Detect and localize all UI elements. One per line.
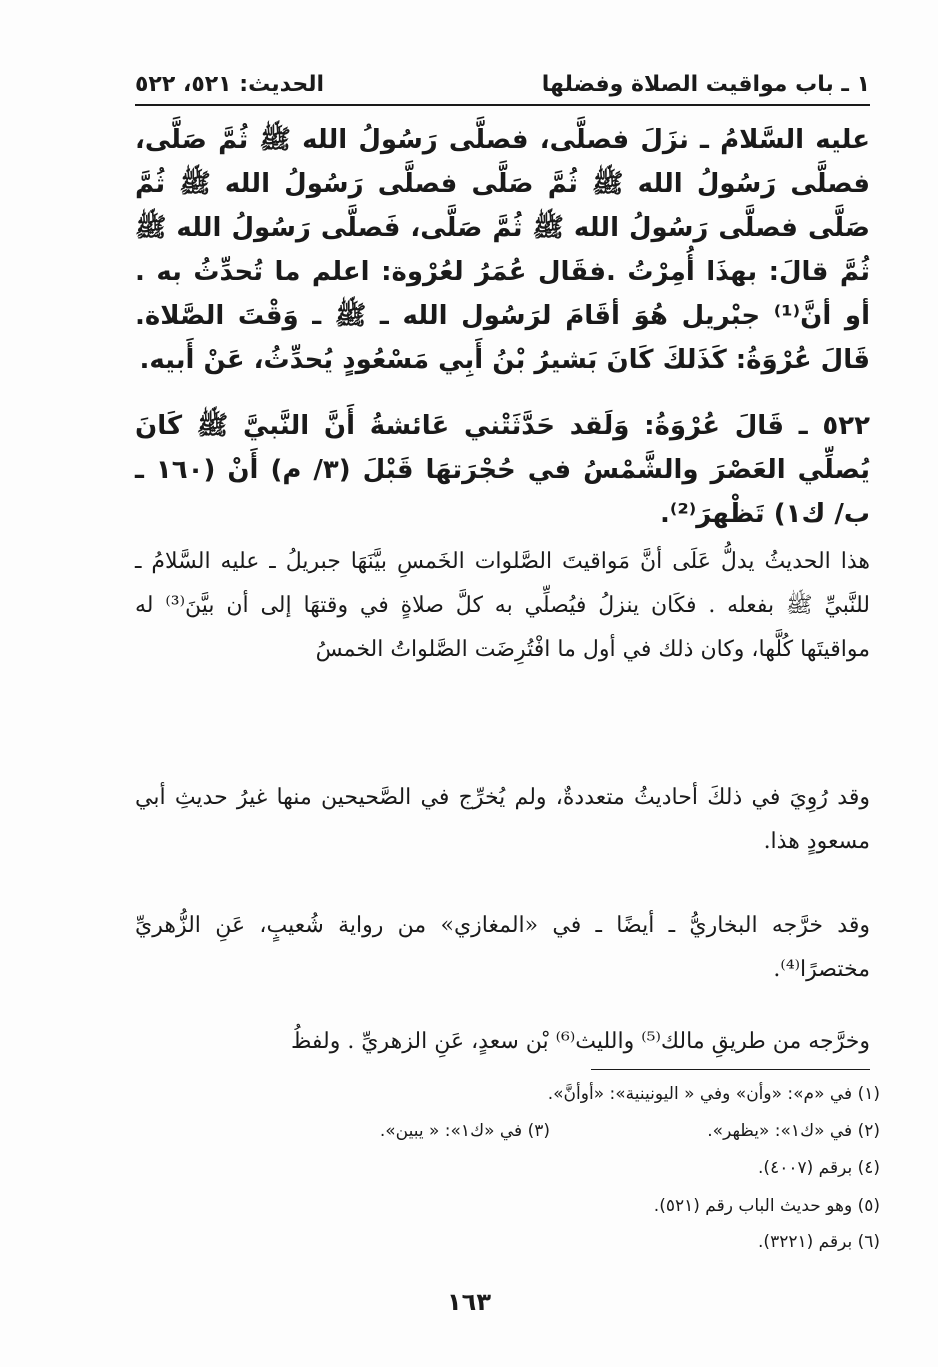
- chapter-title: ١ ـ باب مواقيت الصلاة وفضلها: [541, 72, 870, 97]
- footnote-2: (٢) في «ك١»: «يظهر».: [707, 1121, 880, 1141]
- commentary-paragraph: وقد رُوِيَ في ذلكَ أحاديثُ متعددةٌ، ولم يُخرِّج في الصَّحيحين منها غيرُ حديثِ أبي مسعودٍ هذا.: [135, 785, 870, 854]
- running-header: [135, 72, 870, 102]
- page-number: ١٦٣: [447, 1288, 491, 1316]
- footnote-separator: [591, 1069, 870, 1070]
- footnote-6: (٦) برقم (٣٢٢١).: [758, 1232, 880, 1252]
- commentary-paragraph: هذا الحديثُ يدلُّ عَلَى أنَّ مَواقيتَ الصَّلوات الخَمسِ بيَّنَهَا جبريلُ ـ عليه السَّلامُ ـ للنَّبيِّ ﷺ بفعله . فكَان ينزلُ فيُصلِّي به كلَّ صلاةٍ في وقتهَا إلى أن بيَّنَ⁽³⁾ له مواقيتَها كُلَّها، وكان ذلك في أول ما افْتُرِضَت الصَّلواتُ الخمسُ: [135, 549, 870, 662]
- hadith-522: ٥٢٢ ـ قَالَ عُرْوَةُ: وَلَقد حَدَّثَتْني عَائشةُ أَنَّ النَّبيَّ ﷺ كَانَ يُصلِّي العَصْرَ والشَّمْسُ في حُجْرَتهَا قَبْلَ (٣/ م) أَنْ (١٦٠ ـ ب/ ك١) تَظْهرَ⁽²⁾.: [135, 411, 870, 529]
- commentary-paragraph: وقد خرَّجه البخاريُّ ـ أيضًا ـ في «المغازي» من رواية شُعيبٍ، عَنِ الزُّهريِّ مختصرًا⁽⁴⁾.: [135, 913, 870, 982]
- hadith-521-continuation: عليه السَّلامُ ـ نزَلَ فصلَّى، فصلَّى رَسُولُ الله ﷺ ثُمَّ صَلَّى، فصلَّى رَسُولُ الله ﷺ ثُمَّ صَلَّى فصلَّى رَسُولُ الله ﷺ ثُمَّ صَلَّى فصلَّى رَسُولُ الله ﷺ ثُمَّ صَلَّى، فَصلَّى رَسُولُ الله ﷺ ثُمَّ قالَ: بهذَا أُمِرْتُ .فقَال عُمَرُ لعُرْوة: اعلم ما تُحدِّثُ به . أو أنَّ⁽¹⁾ جبْريل هُوَ أقَامَ لرَسُول الله ـ ﷺ ـ وَقْتَ الصَّلاة. قَالَ عُرْوَةُ: كَذَلكَ كَانَ بَشيرُ بْنُ أَبِي مَسْعُودٍ يُحدِّثُ، عَنْ أَبيه.: [135, 125, 871, 375]
- footnote-1: (١) في «م»: «وأن» وفي « اليونينية»: «أوأنَّ».: [547, 1084, 880, 1104]
- footnote-5: (٥) وهو حديث الباب رقم (٥٢١).: [653, 1196, 880, 1216]
- header-rule: [135, 104, 870, 106]
- commentary-paragraph: وخرَّجه من طريقِ مالك⁽⁵⁾ والليث⁽⁶⁾ بْن سعدٍ، عَنِ الزهريِّ . ولفظُ: [290, 1029, 870, 1054]
- footnote-3: (٣) في «ك١»: « يبين».: [379, 1121, 550, 1141]
- footnote-4: (٤) برقم (٤٠٠٧).: [758, 1158, 880, 1178]
- hadith-numbers: الحديث: ٥٢١، ٥٢٢: [135, 72, 324, 97]
